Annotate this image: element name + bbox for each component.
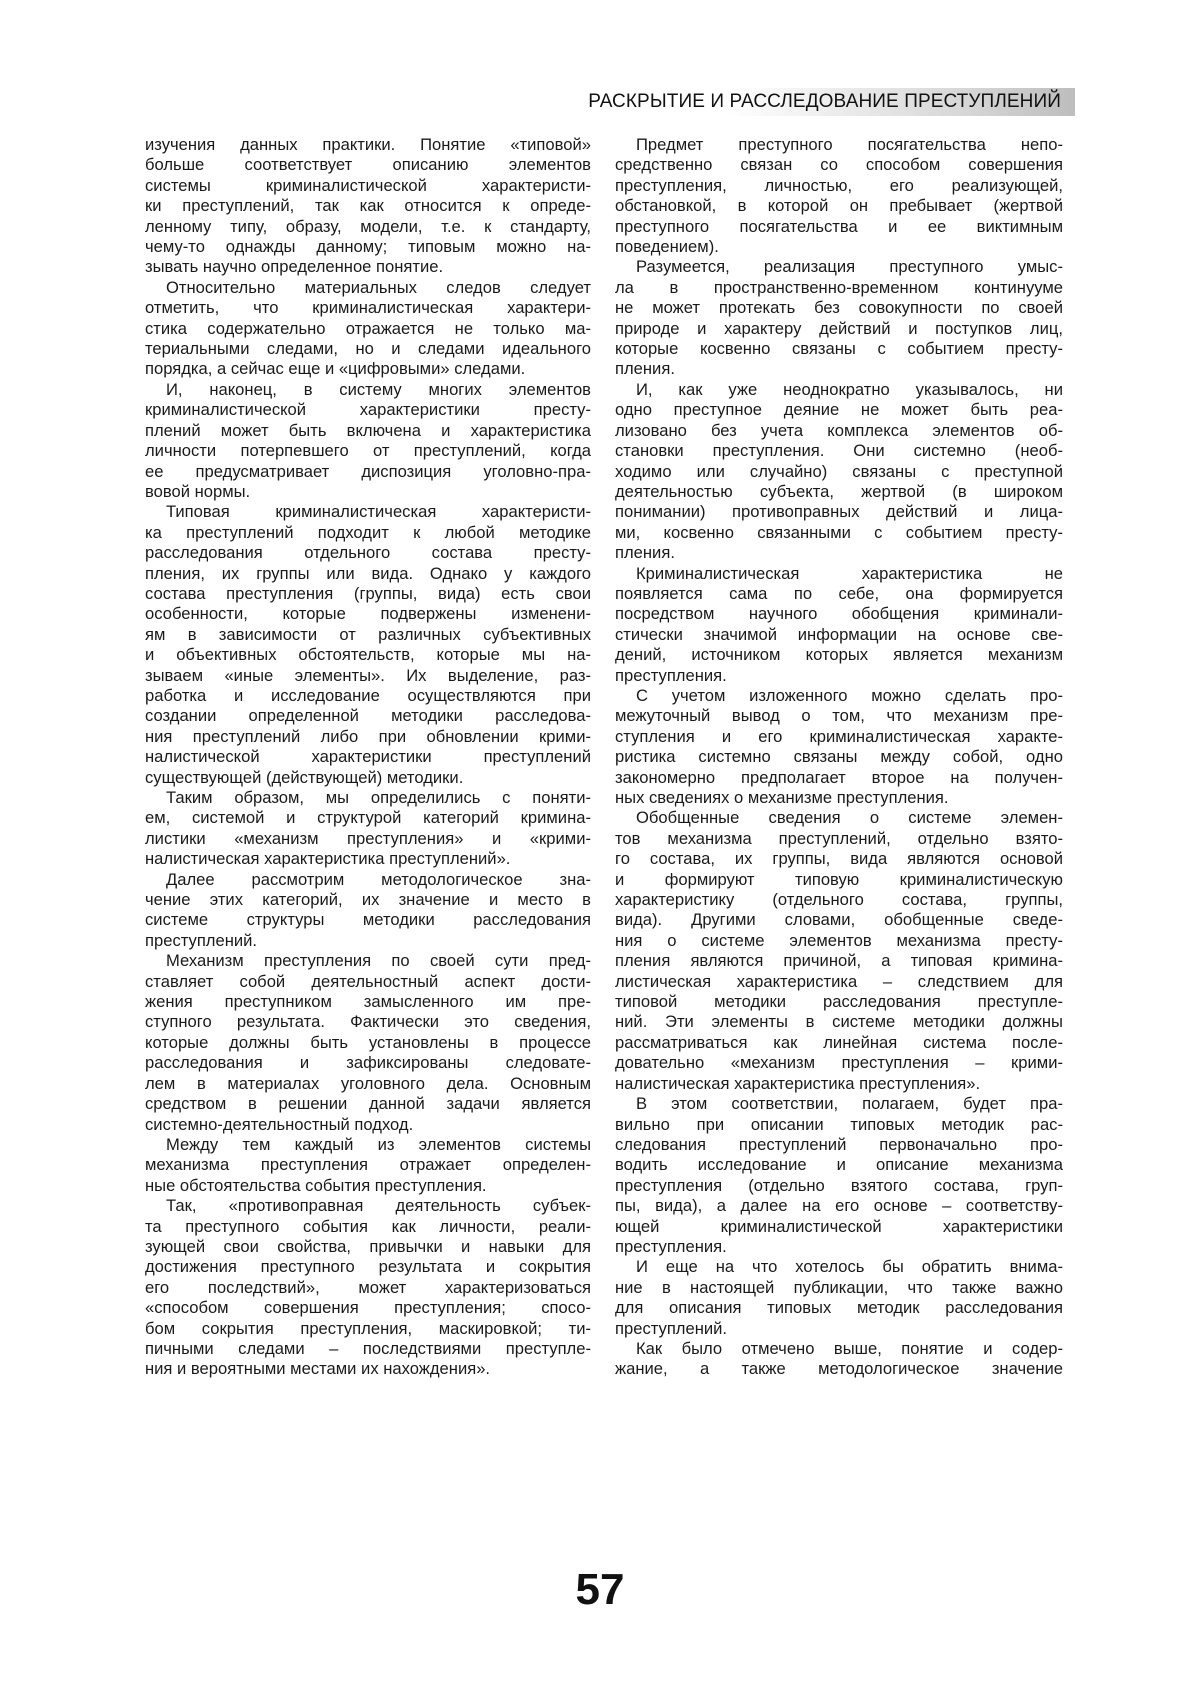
text-line: И, наконец, в систему многих элементов [145, 380, 591, 400]
text-line: стически значимой информации на основе све- [615, 625, 1063, 645]
paragraph [145, 502, 591, 788]
paragraph [145, 135, 591, 278]
text-line: ступления и его криминалистическая характе- [615, 727, 1063, 747]
text-line: Типовая криминалистическая характеристи- [145, 502, 591, 522]
text-line: средством в решении данной задачи является [145, 1094, 591, 1114]
text-line: Таким образом, мы определились с поняти- [145, 788, 591, 808]
text-line: ка преступлений подходит к любой методике [145, 523, 591, 543]
text-line: го состава, их группы, вида являются основой [615, 849, 1063, 869]
text-line: ми, косвенно связанными с событием престу- [615, 523, 1063, 543]
paragraph [615, 257, 1063, 379]
running-header-title: РАСКРЫТИЕ И РАССЛЕДОВАНИЕ ПРЕСТУПЛЕНИЙ [588, 91, 1061, 113]
text-line: зующей свои свойства, привычки и навыки для [145, 1237, 591, 1257]
text-line: криминалистической характеристики престу- [145, 400, 591, 420]
page-number: 57 [0, 1565, 1200, 1615]
text-line: зываем «иные элементы». Их выделение, раз- [145, 666, 591, 686]
text-line: пичными следами – последствиями преступле- [145, 1339, 591, 1359]
text-line: довательно «механизм преступления – крими- [615, 1053, 1063, 1073]
text-line: ла в пространственно-временном континууме [615, 278, 1063, 298]
text-line: ее предусматривает диспозиция уголовно-пра- [145, 462, 591, 482]
text-line: преступного посягательства и ее виктимным [615, 217, 1063, 237]
text-line: плений может быть включена и характеристика [145, 421, 591, 441]
text-line: ступного результата. Фактически это сведения, [145, 1012, 591, 1032]
paragraph [615, 1339, 1063, 1380]
paragraph [615, 808, 1063, 1094]
text-line: пы, вида), а далее на его основе – соответству- [615, 1196, 1063, 1216]
text-line: преступлений. [145, 931, 591, 951]
text-line: Так, «противоправная деятельность субъек- [145, 1196, 591, 1216]
text-line: характеристику (отдельного состава, группы, [615, 890, 1063, 910]
text-line: ных сведениях о механизме преступления. [615, 788, 1063, 808]
text-line: достижения преступного результата и сокрытия [145, 1257, 591, 1277]
text-line: Разумеется, реализация преступного умыс- [615, 257, 1063, 277]
text-line: пления, их группы или вида. Однако у каждого [145, 564, 591, 584]
text-line: тов механизма преступлений, отдельно взято- [615, 829, 1063, 849]
text-line: териальными следами, но и следами идеального [145, 339, 591, 359]
text-line: системно-деятельностный подход. [145, 1115, 591, 1135]
text-line: ные обстоятельства события преступления. [145, 1176, 591, 1196]
paragraph [615, 564, 1063, 686]
text-line: ристика системно связаны между собой, одно [615, 747, 1063, 767]
text-line: создании определенной методики расследова- [145, 706, 591, 726]
text-line: преступления. [615, 1237, 1063, 1257]
text-line: чему-то однажды данному; типовым можно на- [145, 237, 591, 257]
text-line: вовой нормы. [145, 482, 591, 502]
text-line: системы криминалистической характеристи- [145, 176, 591, 196]
text-line: листики «механизм преступления» и «крими- [145, 829, 591, 849]
text-line: преступления, личностью, его реализующей, [615, 176, 1063, 196]
text-line: преступлений. [615, 1319, 1063, 1339]
text-line: лем в материалах уголовного дела. Основным [145, 1074, 591, 1094]
text-line: не может протекать без совокупности по своей [615, 298, 1063, 318]
text-line: зывать научно определенное понятие. [145, 257, 591, 277]
text-line: существующей (действующей) методики. [145, 768, 591, 788]
text-line: обстановкой, в которой он пребывает (жертвой [615, 196, 1063, 216]
paragraph [615, 135, 1063, 257]
text-line: механизма преступления отражает определен- [145, 1155, 591, 1175]
text-line: посредством научного обобщения криминали- [615, 604, 1063, 624]
text-line: средственно связан со способом совершения [615, 155, 1063, 175]
text-line: межуточный вывод о том, что механизм пре- [615, 706, 1063, 726]
text-line: вильно при описании типовых методик рас- [615, 1115, 1063, 1135]
text-line: и формируют типовую криминалистическую [615, 870, 1063, 890]
text-line: одно преступное деяние не может быть реа- [615, 400, 1063, 420]
text-line: природе и характеру действий и поступков лиц, [615, 319, 1063, 339]
paragraph [145, 1135, 591, 1196]
text-line: та преступного события как личности, реали- [145, 1217, 591, 1237]
text-line: ния преступлений либо при обновлении крими- [145, 727, 591, 747]
text-line: листическая характеристика – следствием для [615, 972, 1063, 992]
text-line: ния о системе элементов механизма престу- [615, 931, 1063, 951]
text-line: больше соответствует описанию элементов [145, 155, 591, 175]
text-line: жание, а также методологическое значение [615, 1359, 1063, 1379]
paragraph [615, 686, 1063, 808]
text-line: ставляет собой деятельностный аспект дости- [145, 972, 591, 992]
text-line: «способом совершения преступления; спосо- [145, 1298, 591, 1318]
paragraph [615, 1257, 1063, 1339]
text-line: поведением). [615, 237, 1063, 257]
text-line: стика содержательно отражается не только ма- [145, 319, 591, 339]
text-column-right [615, 135, 1063, 1380]
text-line: Механизм преступления по своей сути пред- [145, 951, 591, 971]
text-line: Между тем каждый из элементов системы [145, 1135, 591, 1155]
text-line: работка и исследование осуществляются при [145, 686, 591, 706]
text-line: ки преступлений, так как относится к опреде- [145, 196, 591, 216]
text-line: порядка, а сейчас еще и «цифровыми» следами. [145, 359, 591, 379]
text-line: Криминалистическая характеристика не [615, 564, 1063, 584]
text-line: ходимо или случайно) связаны с преступной [615, 462, 1063, 482]
paragraph [145, 380, 591, 502]
running-header [540, 88, 1075, 116]
text-line: чение этих категорий, их значение и место в [145, 890, 591, 910]
text-line: ний. Эти элементы в системе методики должны [615, 1012, 1063, 1032]
text-line: ющей криминалистической характеристики [615, 1217, 1063, 1237]
text-line: появляется сама по себе, она формируется [615, 584, 1063, 604]
text-line: бом сокрытия преступления, маскировкой; ти- [145, 1319, 591, 1339]
text-line: особенности, которые подвержены изменени- [145, 604, 591, 624]
text-line: рассматриваться как линейная система после- [615, 1033, 1063, 1053]
text-line: для описания типовых методик расследования [615, 1298, 1063, 1318]
text-line: системе структуры методики расследования [145, 910, 591, 930]
paragraph [145, 1196, 591, 1380]
text-line: ям в зависимости от различных субъективных [145, 625, 591, 645]
text-line: Как было отмечено выше, понятие и содер- [615, 1339, 1063, 1359]
text-line: В этом соответствии, полагаем, будет пра- [615, 1094, 1063, 1114]
text-line: деятельностью субъекта, жертвой (в широком [615, 482, 1063, 502]
text-line: которые должны быть установлены в процессе [145, 1033, 591, 1053]
text-line: понимании) противоправных действий и лица- [615, 502, 1063, 522]
text-line: пления. [615, 359, 1063, 379]
paragraph [145, 788, 591, 870]
paragraph [145, 278, 591, 380]
text-line: преступления (отдельно взятого состава, груп- [615, 1176, 1063, 1196]
text-line: налистической характеристики преступлений [145, 747, 591, 767]
text-line: И еще на что хотелось бы обратить внима- [615, 1257, 1063, 1277]
text-line: изучения данных практики. Понятие «типовой» [145, 135, 591, 155]
paragraph [145, 870, 591, 952]
text-line: состава преступления (группы, вида) есть свои [145, 584, 591, 604]
text-line: пления являются причиной, а типовая кримина- [615, 951, 1063, 971]
text-line: и объективных обстоятельств, которые мы на- [145, 645, 591, 665]
text-line: расследования и зафиксированы следовате- [145, 1053, 591, 1073]
text-line: ния и вероятными местами их нахождения». [145, 1359, 591, 1379]
text-line: расследования отдельного состава престу- [145, 543, 591, 563]
text-line: Далее рассмотрим методологическое зна- [145, 870, 591, 890]
text-line: становки преступления. Они системно (необ- [615, 441, 1063, 461]
text-line: которые косвенно связаны с событием престу- [615, 339, 1063, 359]
text-line: типовой методики расследования преступле- [615, 992, 1063, 1012]
text-column-left [145, 135, 591, 1380]
paragraph [615, 380, 1063, 564]
text-line: водить исследование и описание механизма [615, 1155, 1063, 1175]
text-line: ние в настоящей публикации, что также важно [615, 1278, 1063, 1298]
text-line: преступления. [615, 666, 1063, 686]
text-line: следования преступлений первоначально про- [615, 1135, 1063, 1155]
text-line: его последствий», может характеризоваться [145, 1278, 591, 1298]
text-line: вида). Другими словами, обобщенные сведе- [615, 910, 1063, 930]
text-line: пления. [615, 543, 1063, 563]
text-line: ленному типу, образу, модели, т.е. к стандарту, [145, 217, 591, 237]
text-line: отметить, что криминалистическая характери- [145, 298, 591, 318]
text-line: личности потерпевшего от преступлений, когда [145, 441, 591, 461]
text-line: Предмет преступного посягательства непо- [615, 135, 1063, 155]
text-line: налистическая характеристика преступления». [615, 1074, 1063, 1094]
paragraph [615, 1094, 1063, 1257]
text-line: жения преступником замысленного им пре- [145, 992, 591, 1012]
text-line: дений, источником которых является механизм [615, 645, 1063, 665]
text-line: Обобщенные сведения о системе элемен- [615, 808, 1063, 828]
text-line: С учетом изложенного можно сделать про- [615, 686, 1063, 706]
text-line: лизовано без учета комплекса элементов об- [615, 421, 1063, 441]
paragraph [145, 951, 591, 1135]
text-line: И, как уже неоднократно указывалось, ни [615, 380, 1063, 400]
text-line: налистическая характеристика преступлений». [145, 849, 591, 869]
text-line: Относительно материальных следов следует [145, 278, 591, 298]
text-line: ем, системой и структурой категорий кримина- [145, 808, 591, 828]
text-line: закономерно предполагает второе на получен- [615, 768, 1063, 788]
